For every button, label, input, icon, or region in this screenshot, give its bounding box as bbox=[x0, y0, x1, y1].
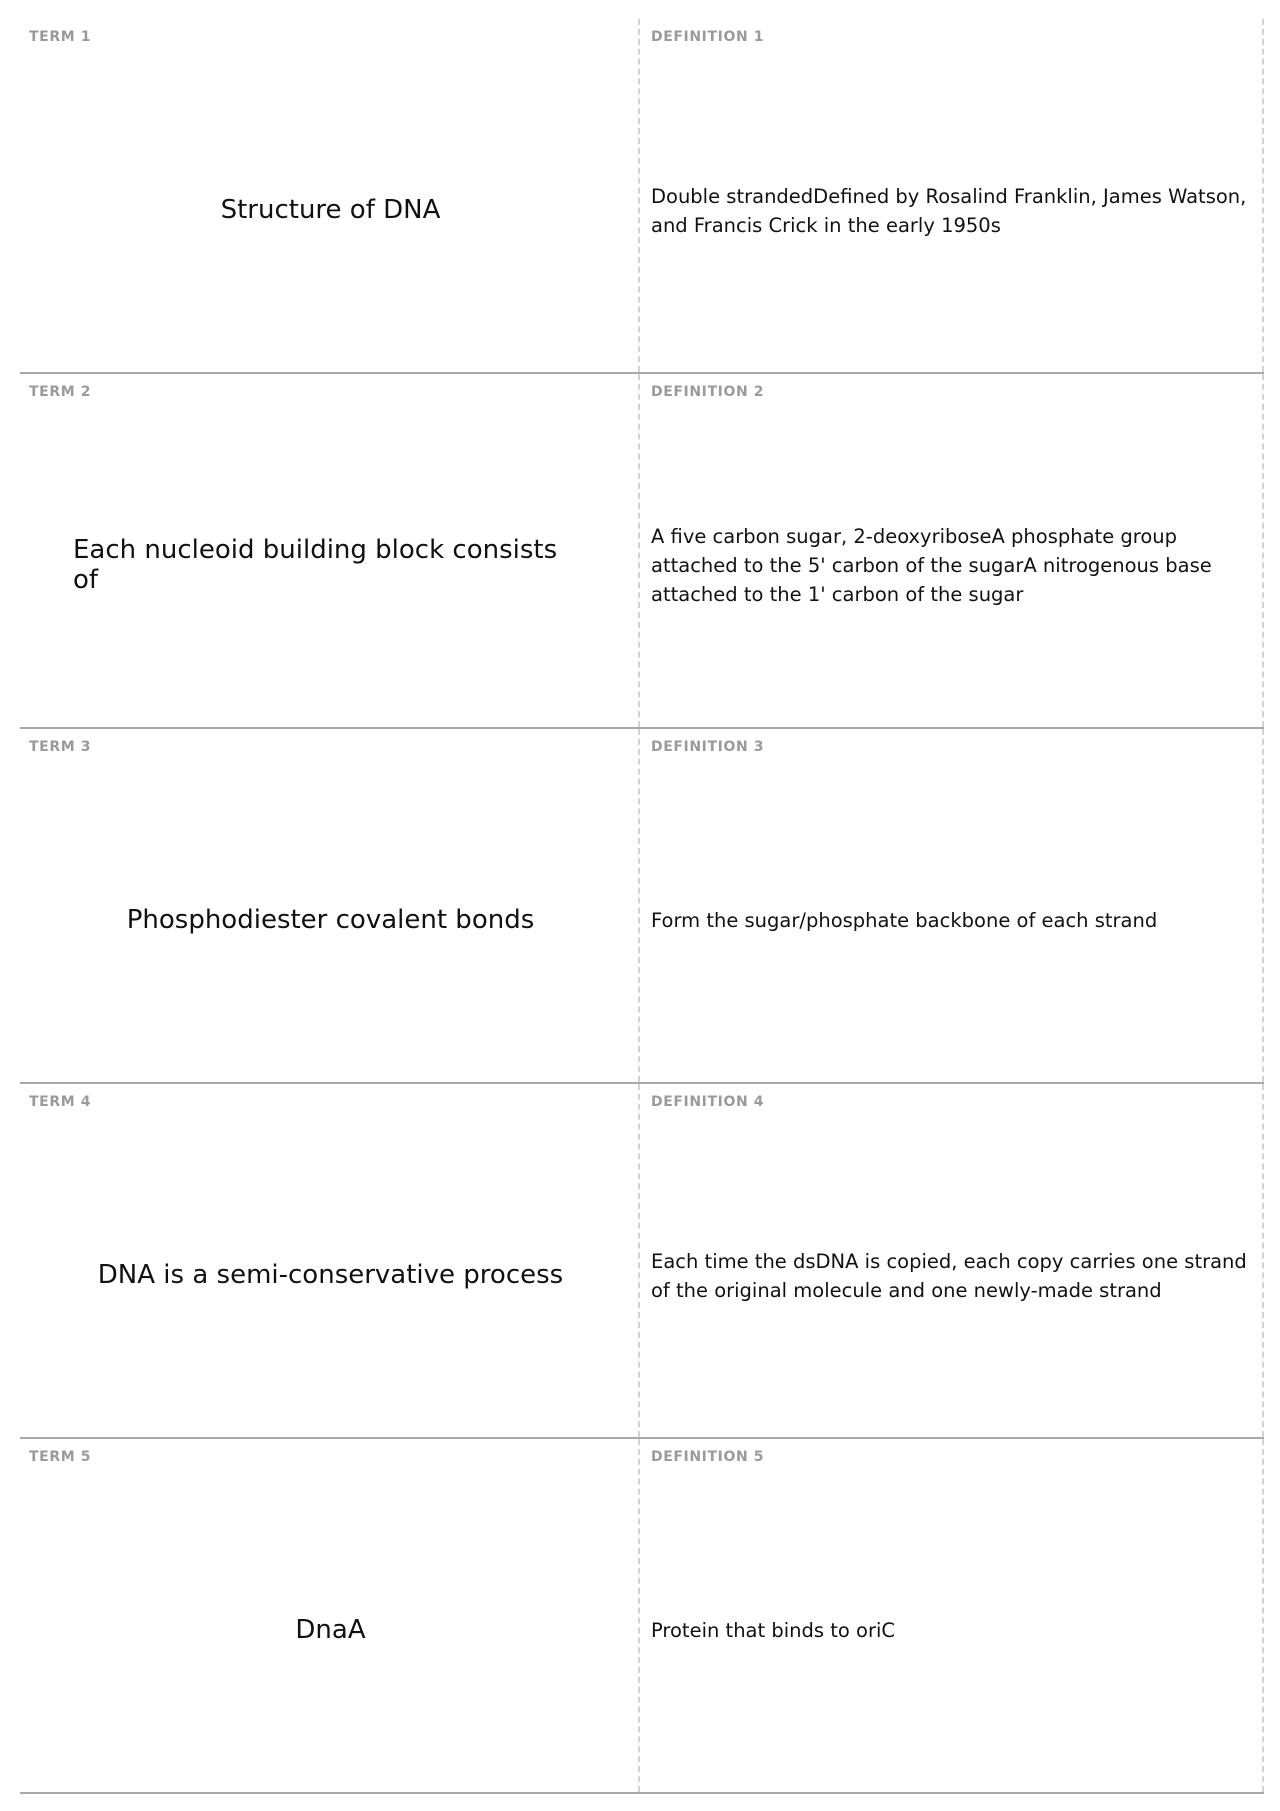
flashcard-row-4 bbox=[20, 1084, 1264, 1439]
term-text: Phosphodiester covalent bonds bbox=[126, 904, 535, 935]
definition-cell bbox=[640, 1084, 1264, 1437]
definition-cell bbox=[640, 729, 1264, 1082]
term-text: DnaA bbox=[295, 1614, 366, 1645]
flashcard-row-1 bbox=[20, 19, 1264, 374]
definition-text: A five carbon sugar, 2-deoxyriboseA phosphate group attached to the 5' carbon of the sugarA nitrogenous base attached to the 1' carbon of the sugar bbox=[651, 525, 1212, 606]
definition-text: Double strandedDefined by Rosalind Franklin, James Watson, and Francis Crick in the early 1950s bbox=[651, 184, 1247, 237]
flashcard-row-3 bbox=[20, 729, 1264, 1084]
definition-label: DEFINITION 5 bbox=[651, 1449, 765, 1465]
term-cell bbox=[20, 1084, 640, 1437]
definition-label: DEFINITION 3 bbox=[651, 739, 765, 755]
definition-text: Each time the dsDNA is copied, each copy carries one strand of the original molecule and one newly-made strand bbox=[651, 1249, 1247, 1302]
definition-text: Form the sugar/phosphate backbone of each strand bbox=[651, 909, 1158, 932]
definition-text: Protein that binds to oriC bbox=[651, 1619, 895, 1642]
flashcard-row-2 bbox=[20, 374, 1264, 729]
definition-label: DEFINITION 2 bbox=[651, 384, 765, 400]
term-label: TERM 3 bbox=[29, 739, 92, 755]
flashcard-row-5 bbox=[20, 1439, 1264, 1794]
definition-cell bbox=[640, 1439, 1264, 1792]
term-text: Structure of DNA bbox=[220, 194, 441, 225]
term-cell bbox=[20, 19, 640, 372]
term-label: TERM 1 bbox=[29, 29, 92, 45]
term-cell bbox=[20, 1439, 640, 1792]
flashcard-sheet bbox=[20, 19, 1264, 1794]
term-cell bbox=[20, 374, 640, 727]
term-label: TERM 2 bbox=[29, 384, 92, 400]
term-text: Each nucleoid building block consists of bbox=[73, 534, 558, 595]
definition-cell bbox=[640, 19, 1264, 372]
term-label: TERM 5 bbox=[29, 1449, 92, 1465]
term-label: TERM 4 bbox=[29, 1094, 92, 1110]
term-cell bbox=[20, 729, 640, 1082]
definition-label: DEFINITION 1 bbox=[651, 29, 765, 45]
term-text: DNA is a semi-conservative process bbox=[97, 1259, 564, 1290]
definition-cell bbox=[640, 374, 1264, 727]
definition-label: DEFINITION 4 bbox=[651, 1094, 765, 1110]
